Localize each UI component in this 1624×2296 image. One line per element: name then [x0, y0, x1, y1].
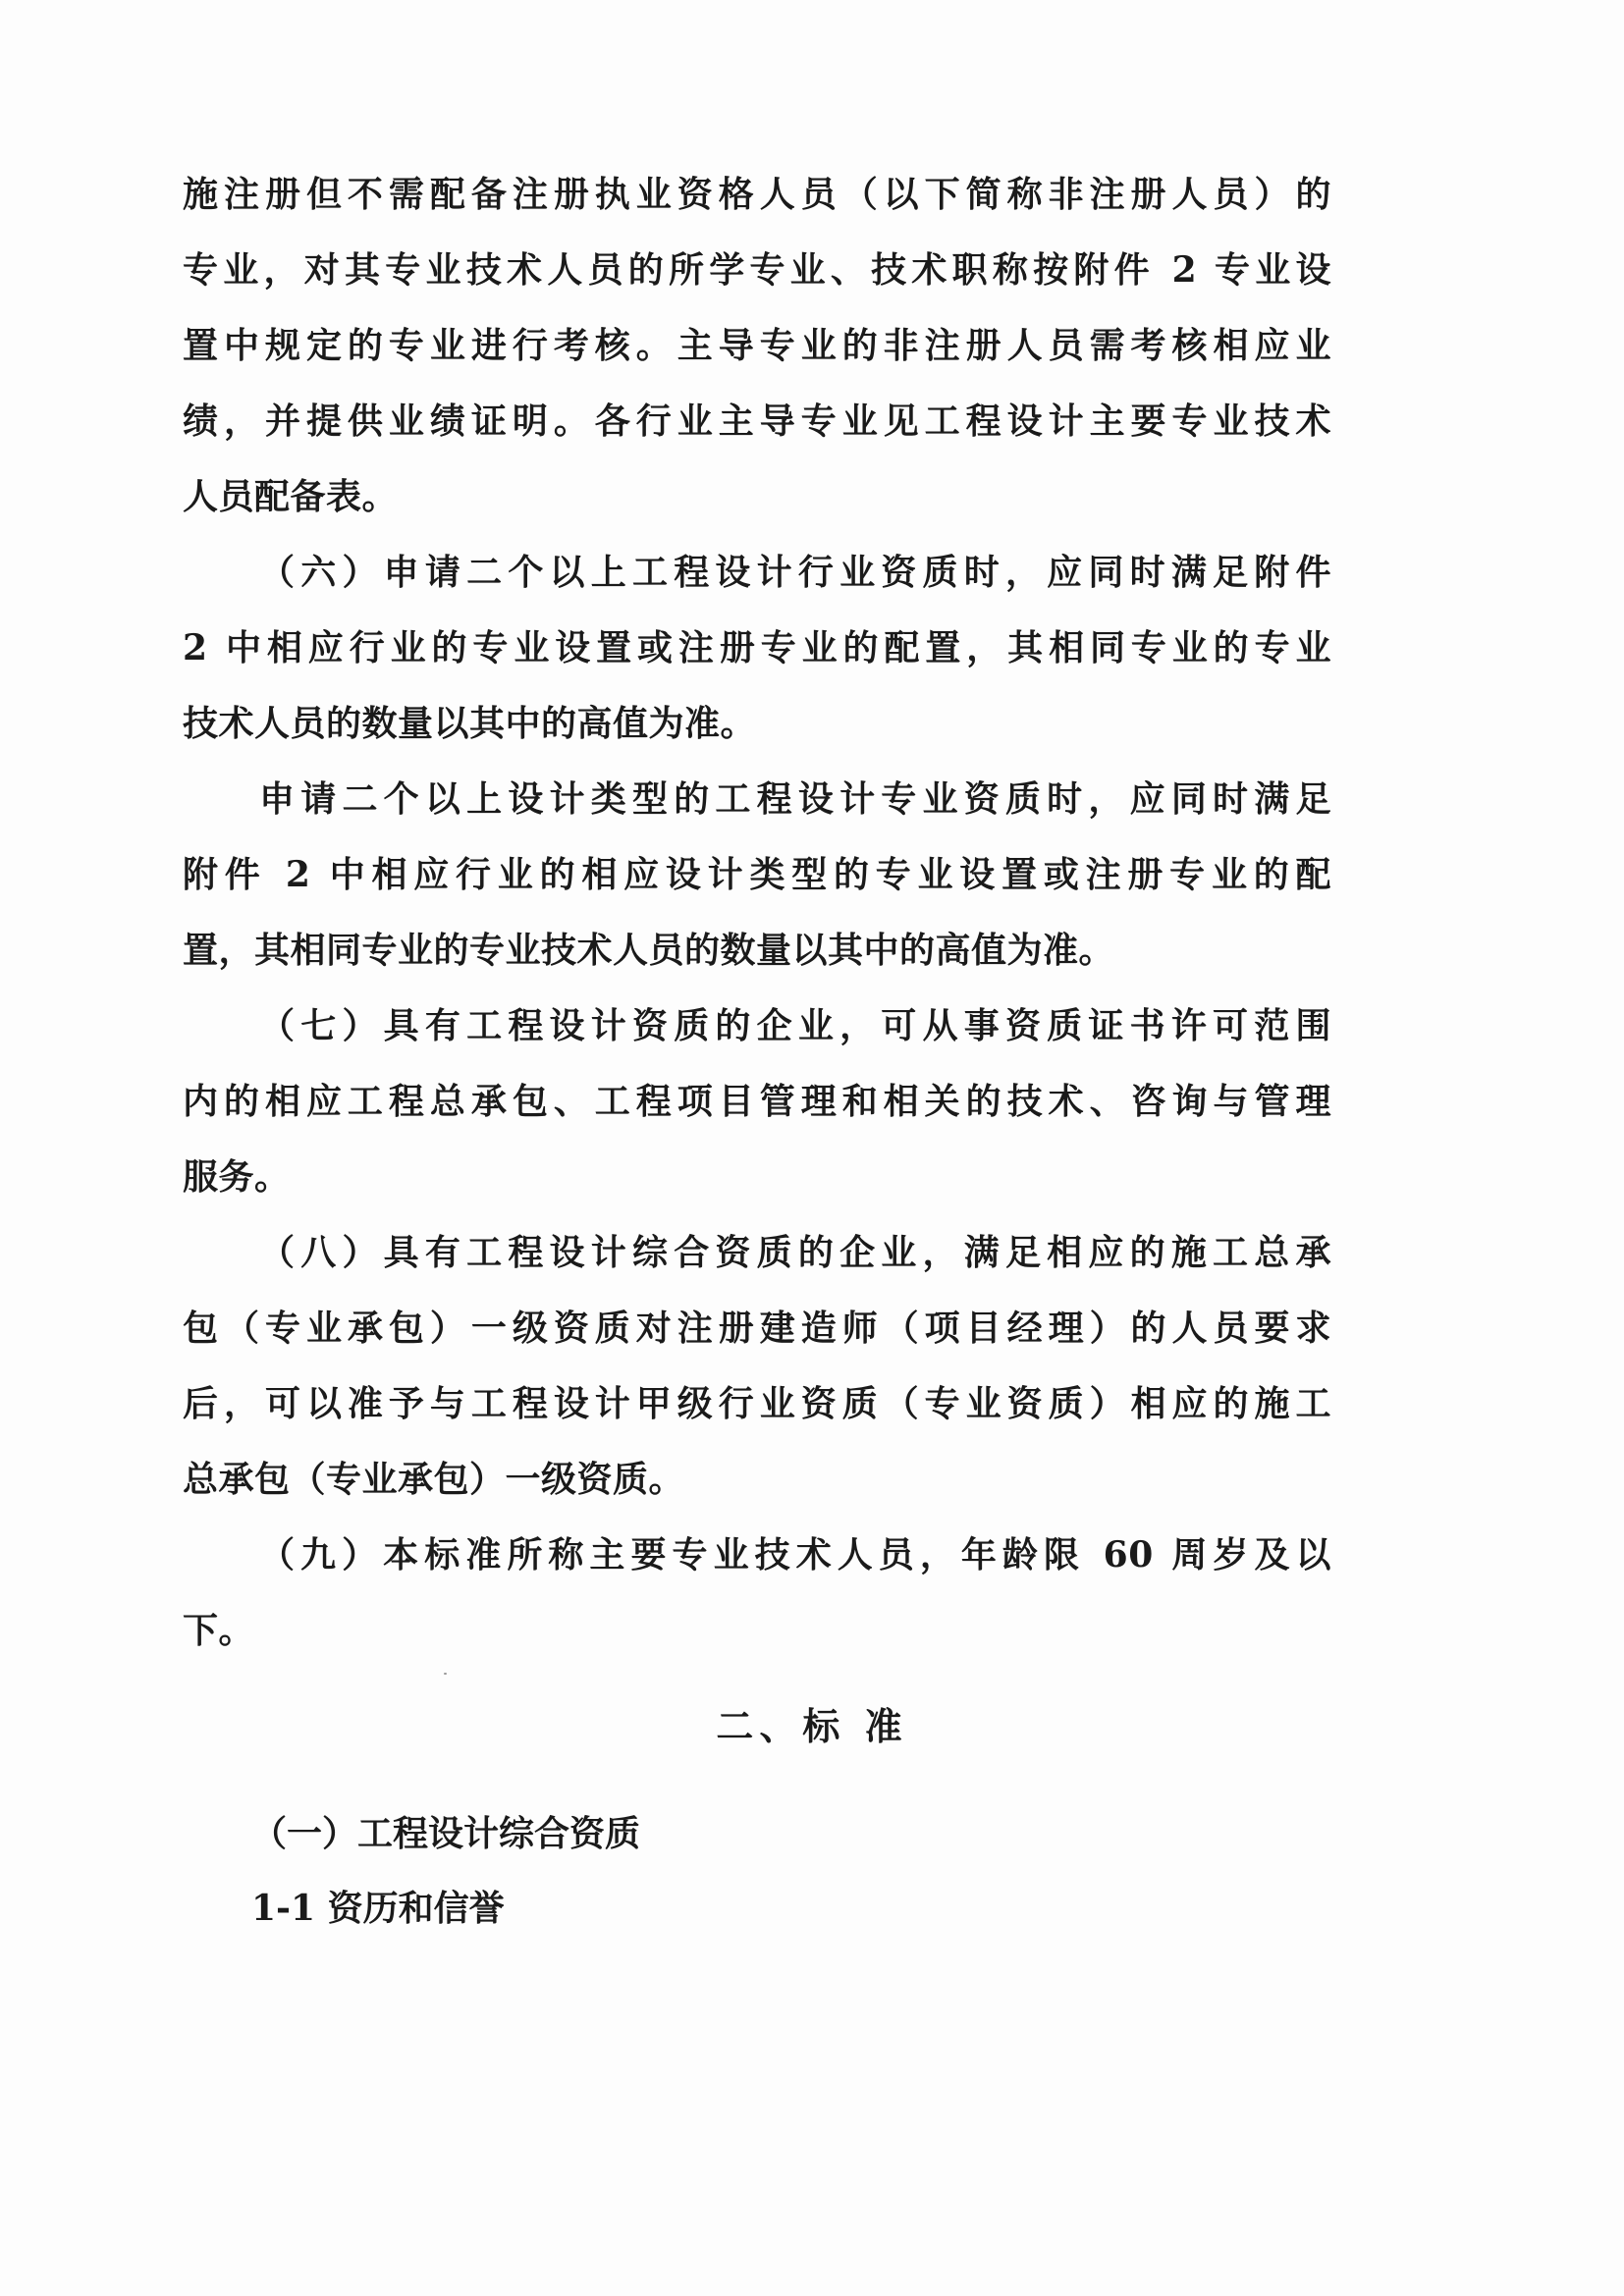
text-line: （八）具有工程设计综合资质的企业，满足相应的施工总承 [259, 1232, 1331, 1273]
text-line: 置中规定的专业进行考核。主导专业的非注册人员需考核相应业 [183, 325, 1331, 366]
text-line: 内的相应工程总承包、工程项目管理和相关的技术、咨询与管理 [183, 1081, 1331, 1122]
text-line: 服务。 [183, 1156, 291, 1198]
subsection-heading: （一）工程设计综合资质 [251, 1813, 641, 1854]
text-line: 专业，对其专业技术人员的所学专业、技术职称按附件 2 专业设 [183, 249, 1331, 291]
text-line: （九）本标准所称主要专业技术人员，年龄限 60 周岁及以 [259, 1534, 1331, 1575]
text-line: 施注册但不需配备注册执业资格人员（以下简称非注册人员）的 [183, 174, 1331, 215]
item-heading: 1-1 资历和信誉 [251, 1888, 505, 1929]
text-line: 技术人员的数量以其中的高值为准。 [183, 703, 757, 744]
text-line: 下。 [183, 1610, 255, 1651]
text-line: 申请二个以上设计类型的工程设计专业资质时，应同时满足 [259, 778, 1331, 820]
text-line: 附件 2 中相应行业的相应设计类型的专业设置或注册专业的配 [183, 854, 1331, 895]
text-line: 绩，并提供业绩证明。各行业主导专业见工程设计主要专业技术 [183, 400, 1331, 442]
text-line: 置，其相同专业的专业技术人员的数量以其中的高值为准。 [183, 930, 1115, 971]
scan-speck [444, 1673, 447, 1675]
section-heading: 二、标 准 [716, 1704, 908, 1748]
text-line: 后，可以准予与工程设计甲级行业资质（专业资质）相应的施工 [183, 1383, 1331, 1424]
text-line: （六）申请二个以上工程设计行业资质时，应同时满足附件 [259, 552, 1331, 593]
text-line: （七）具有工程设计资质的企业，可从事资质证书许可范围 [259, 1005, 1331, 1046]
text-line: 2 中相应行业的专业设置或注册专业的配置，其相同专业的专业 [183, 627, 1331, 668]
body-text [183, 157, 1331, 1669]
text-line: 人员配备表。 [183, 476, 399, 517]
text-line: 包（专业承包）一级资质对注册建造师（项目经理）的人员要求 [183, 1308, 1331, 1349]
text-line: 总承包（专业承包）一级资质。 [183, 1459, 685, 1500]
